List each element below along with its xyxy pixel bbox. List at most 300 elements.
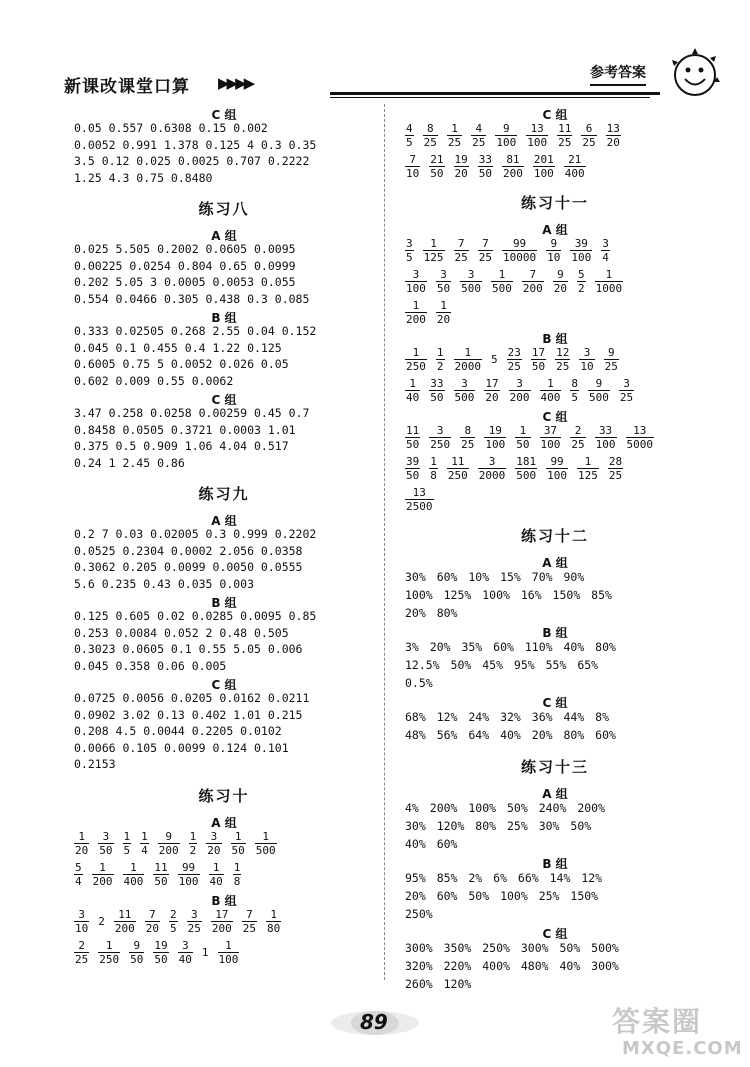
group-title: A 组 [211, 514, 237, 528]
answer-line: 0.0725 0.0056 0.0205 0.0162 0.0211 [74, 691, 310, 705]
numerator: 11 [118, 907, 132, 921]
watermark-url: MXQE.COM [622, 1038, 743, 1059]
numerator: 3 [78, 907, 85, 921]
denominator: 25 [423, 136, 437, 149]
answer-line: 0.554 0.0466 0.305 0.438 0.3 0.085 [74, 291, 310, 306]
answer-line: 3.47 0.258 0.0258 0.00259 0.45 0.7 [74, 406, 310, 420]
denominator: 500 [461, 282, 481, 295]
denominator: 25 [478, 251, 492, 264]
denominator: 40 [178, 952, 192, 966]
answer-line: 0.045 0.358 0.06 0.005 [74, 658, 227, 673]
fraction [460, 268, 482, 295]
fraction [405, 268, 427, 295]
fraction [577, 268, 586, 295]
fraction [619, 377, 634, 404]
numerator: 7 [246, 907, 253, 921]
fraction [405, 455, 420, 482]
answer-line: 1.25 4.3 0.75 0.8480 [74, 170, 213, 185]
fraction [595, 424, 617, 451]
answer-line: 0.2153 [74, 757, 116, 771]
fraction [478, 153, 493, 180]
numerator: 17 [215, 907, 229, 921]
numerator: 3 [467, 268, 475, 281]
group-title: B 组 [211, 893, 237, 908]
numerator: 1 [262, 829, 269, 843]
fraction [206, 830, 221, 857]
smiling-sun-icon [664, 42, 726, 104]
exercise-title: 练习十三 [520, 758, 589, 776]
numerator: 39 [574, 237, 588, 250]
numerator: 39 [406, 455, 420, 468]
numerator: 9 [550, 237, 558, 250]
denominator: 400 [540, 391, 561, 404]
denominator: 200 [114, 921, 135, 935]
fraction [74, 861, 83, 888]
fraction [429, 377, 444, 404]
answer-line: 20% 60% 50% 100% 25% 150% [405, 889, 599, 903]
denominator: 100 [540, 438, 561, 451]
numerator: 19 [454, 153, 468, 166]
fraction [447, 455, 469, 482]
denominator: 100 [485, 438, 506, 451]
numerator: 1 [123, 829, 131, 843]
numerator: 11 [451, 455, 465, 468]
numerator: 11 [406, 424, 420, 437]
numerator: 3 [583, 346, 591, 359]
fraction [145, 908, 160, 935]
numerator: 9 [607, 346, 615, 359]
answer-line: 0.0052 0.991 1.378 0.125 4 0.3 0.35 [74, 137, 317, 152]
answer-line: 0.045 0.1 0.455 0.4 1.22 0.125 [74, 340, 282, 355]
denominator: 100 [527, 136, 548, 149]
fraction-row [405, 455, 705, 482]
fraction [169, 908, 178, 935]
group-title: B 组 [211, 311, 237, 325]
denominator: 5 [571, 391, 578, 404]
numerator: 33 [430, 377, 444, 390]
fraction [429, 424, 451, 451]
fraction [140, 830, 149, 857]
answer-line: 0.2 7 0.03 0.02005 0.3 0.999 0.2202 [74, 527, 317, 541]
fraction [98, 939, 120, 966]
denominator: 400 [123, 874, 144, 888]
fraction [491, 268, 513, 295]
group-title: C 组 [211, 678, 237, 692]
denominator: 50 [231, 843, 245, 857]
numerator: 8 [426, 122, 434, 135]
fraction [74, 830, 89, 857]
exercise-title: 练习十二 [520, 527, 589, 545]
fraction [608, 455, 623, 482]
fraction [405, 346, 427, 373]
fraction [588, 377, 610, 404]
numerator: 81 [506, 153, 520, 166]
denominator: 25 [604, 360, 618, 373]
fraction [92, 861, 114, 888]
denominator: 10 [75, 921, 89, 935]
fraction [429, 153, 444, 180]
numerator: 13 [606, 122, 620, 135]
fraction [626, 424, 655, 451]
fraction [454, 377, 476, 404]
denominator: 100 [406, 282, 426, 295]
column-divider [384, 104, 385, 980]
header-rule [330, 92, 660, 95]
fraction [211, 908, 233, 935]
fraction [233, 861, 242, 888]
denominator: 250 [406, 360, 426, 373]
numerator: 33 [598, 424, 613, 437]
answer-line: 40% 60% [405, 837, 458, 851]
numerator: 1 [430, 455, 437, 468]
fraction-row [74, 861, 374, 888]
fraction [507, 346, 522, 373]
fraction [546, 455, 568, 482]
exercise-title: 练习九 [198, 485, 250, 503]
numerator: 1 [605, 268, 613, 281]
fraction [557, 122, 572, 149]
numerator: 7 [409, 153, 416, 166]
fraction [522, 268, 544, 295]
fraction [478, 455, 507, 482]
denominator: 20 [75, 843, 89, 857]
numerator: 1 [547, 377, 554, 390]
group-title: B 组 [542, 857, 568, 871]
fraction [209, 861, 224, 888]
fraction [98, 830, 113, 857]
denominator: 500 [589, 391, 609, 404]
denominator: 500 [492, 282, 512, 295]
denominator: 20 [454, 167, 468, 180]
denominator: 250 [99, 952, 120, 966]
fraction [460, 424, 475, 451]
fraction [526, 122, 548, 149]
numerator: 9 [165, 829, 172, 843]
fraction-row [74, 939, 374, 966]
fraction [577, 455, 599, 482]
fraction [570, 377, 579, 404]
page-number: 89 [360, 1010, 388, 1034]
fraction [436, 268, 451, 295]
denominator: 25 [187, 921, 201, 935]
fraction-row [405, 268, 705, 295]
fraction [495, 122, 517, 149]
header-rule-thin [330, 97, 650, 98]
numerator: 99 [550, 455, 564, 468]
numerator: 3 [102, 829, 110, 843]
fraction [553, 268, 568, 295]
numerator: 1 [412, 299, 420, 312]
group-title: B 组 [542, 626, 568, 640]
fraction [153, 939, 168, 966]
numerator: 3 [181, 938, 189, 952]
numerator: 1 [99, 860, 106, 874]
denominator: 2000 [454, 360, 481, 373]
denominator: 100 [547, 469, 567, 482]
denominator: 25 [461, 438, 475, 451]
numerator: 4 [406, 122, 413, 135]
fraction [218, 939, 240, 966]
denominator: 400 [564, 167, 585, 180]
denominator: 25 [608, 469, 623, 482]
numerator: 7 [149, 907, 156, 921]
denominator: 25 [242, 921, 256, 935]
page-header [0, 0, 750, 110]
denominator: 100 [533, 167, 554, 180]
fraction [540, 424, 562, 451]
numerator: 4 [475, 122, 483, 135]
denominator: 5000 [626, 438, 653, 451]
denominator: 10000 [503, 251, 537, 264]
fraction [405, 424, 420, 451]
numerator: 1 [212, 860, 220, 874]
denominator: 100 [595, 438, 616, 451]
denominator: 200 [503, 167, 523, 180]
denominator: 25 [619, 391, 634, 404]
arrow-decoration: ▶▶▶▶ [218, 74, 253, 92]
left-column [74, 104, 374, 970]
fraction-row [405, 299, 705, 326]
fraction-row [405, 424, 705, 451]
numerator: 5 [578, 268, 585, 281]
denominator: 125 [423, 251, 444, 264]
fraction-row [405, 486, 705, 513]
numerator: 3 [412, 268, 420, 281]
whole-number: 1 [201, 945, 209, 959]
numerator: 7 [529, 268, 537, 281]
numerator: 99 [181, 860, 196, 874]
numerator: 17 [485, 377, 499, 390]
denominator: 500 [454, 391, 475, 404]
answer-line: 0.5% [405, 676, 433, 690]
fraction [502, 153, 524, 180]
numerator: 23 [507, 346, 521, 359]
denominator: 1000 [595, 282, 623, 295]
numerator: 19 [154, 938, 168, 952]
fraction [540, 377, 562, 404]
numerator: 13 [412, 486, 426, 499]
fraction [114, 908, 136, 935]
fraction [242, 908, 257, 935]
group-title: B 组 [211, 596, 237, 610]
denominator: 8 [233, 874, 241, 888]
numerator: 1 [270, 907, 277, 921]
answer-line: 250% [405, 907, 433, 921]
denominator: 50 [478, 167, 492, 180]
denominator: 25 [558, 136, 572, 149]
fraction [158, 830, 180, 857]
fraction [570, 424, 585, 451]
numerator: 99 [512, 237, 527, 250]
numerator: 33 [478, 153, 492, 166]
fraction [564, 153, 586, 180]
numerator: 19 [488, 424, 502, 437]
group-title: C 组 [211, 108, 237, 122]
numerator: 9 [557, 268, 564, 281]
numerator: 21 [430, 153, 444, 166]
numerator: 3 [210, 829, 218, 843]
denominator: 2500 [406, 500, 433, 513]
fraction-row [74, 830, 374, 857]
fraction [178, 861, 200, 888]
denominator: 50 [130, 952, 144, 966]
denominator: 200 [522, 282, 543, 295]
exercise-title: 练习十 [198, 786, 250, 805]
denominator: 25 [582, 136, 596, 149]
numerator: 21 [568, 153, 582, 166]
fraction-row [405, 153, 705, 180]
numerator: 3 [488, 455, 496, 468]
fraction [423, 237, 445, 264]
numerator: 2 [78, 938, 85, 952]
numerator: 17 [531, 346, 546, 359]
numerator: 11 [558, 122, 572, 135]
answer-line: 0.3062 0.205 0.0099 0.0050 0.0555 [74, 560, 303, 574]
group-title: C 组 [542, 410, 568, 424]
numerator: 1 [78, 829, 85, 843]
denominator: 8 [430, 469, 437, 482]
fraction [555, 346, 570, 373]
fraction-row [405, 237, 705, 264]
fraction-row [405, 346, 705, 373]
fraction [606, 122, 621, 149]
answer-line: 68% 12% 24% 32% 36% 44% 8% [405, 710, 610, 724]
denominator: 2000 [478, 469, 506, 482]
numerator: 1 [233, 860, 241, 874]
answer-line: 95% 85% 2% 6% 66% 14% 12% [405, 871, 603, 885]
denominator: 2 [189, 843, 197, 857]
answer-line: 0.0066 0.105 0.0099 0.124 0.101 [74, 740, 289, 755]
denominator: 50 [406, 469, 420, 482]
numerator: 1 [451, 122, 458, 135]
numerator: 37 [543, 424, 558, 437]
numerator: 1 [430, 237, 437, 250]
numerator: 3 [406, 237, 413, 250]
denominator: 200 [406, 313, 426, 326]
numerator: 3 [190, 907, 198, 921]
fraction [178, 939, 193, 966]
answer-label: 参考答案 [590, 62, 646, 86]
denominator: 25 [447, 136, 462, 149]
denominator: 4 [602, 251, 609, 264]
answer-line: 0.202 5.05 3 0.0005 0.0053 0.055 [74, 275, 296, 289]
fraction-row [405, 122, 705, 149]
numerator: 9 [133, 938, 141, 952]
denominator: 200 [509, 391, 530, 404]
denominator: 250 [447, 469, 468, 482]
fraction [405, 486, 434, 513]
answer-line: 0.0902 3.02 0.13 0.402 1.01 0.215 [74, 707, 303, 722]
denominator: 20 [207, 843, 221, 857]
answer-line: 0.125 0.605 0.02 0.0285 0.0095 0.85 [74, 609, 317, 623]
fraction [454, 153, 469, 180]
answer-line: 100% 125% 100% 16% 150% 85% [405, 588, 612, 602]
denominator: 20 [145, 921, 159, 935]
fraction [187, 908, 202, 935]
fraction [429, 455, 438, 482]
numerator: 6 [585, 122, 593, 135]
numerator: 13 [530, 122, 544, 135]
fraction [123, 830, 132, 857]
numerator: 1 [234, 829, 242, 843]
numerator: 1 [440, 299, 447, 312]
numerator: 1 [130, 860, 137, 874]
denominator: 100 [178, 874, 199, 888]
denominator: 100 [496, 136, 517, 149]
group-title: A 组 [211, 815, 237, 830]
fraction [484, 424, 506, 451]
fraction [74, 908, 89, 935]
fraction [405, 299, 427, 326]
answer-line: 0.24 1 2.45 0.86 [74, 455, 185, 470]
fraction [231, 830, 246, 857]
fraction [570, 237, 592, 264]
numerator: 1 [498, 268, 506, 281]
answer-line: 320% 220% 400% 480% 40% 300% [405, 959, 619, 973]
answer-line: 300% 350% 250% 300% 50% 500% [405, 941, 619, 955]
fraction [531, 346, 546, 373]
numerator: 7 [457, 237, 465, 250]
right-column [405, 104, 705, 993]
group-title: A 组 [542, 556, 568, 570]
exercise-title: 练习八 [198, 200, 250, 218]
numerator: 2 [170, 907, 177, 921]
denominator: 2 [436, 360, 444, 373]
answer-line: 30% 60% 10% 15% 70% 90% [405, 570, 585, 584]
book-title: 新课改课堂口算 [64, 77, 190, 97]
numerator: 1 [189, 829, 197, 843]
denominator: 50 [436, 282, 451, 295]
fraction [581, 122, 596, 149]
fraction [436, 346, 445, 373]
fraction [423, 122, 438, 149]
denominator: 5 [123, 843, 131, 857]
fraction [595, 268, 624, 295]
fraction [509, 377, 531, 404]
denominator: 50 [531, 360, 546, 373]
answer-line: 3% 20% 35% 60% 110% 40% 80% [405, 640, 616, 654]
numerator: 1 [464, 346, 472, 359]
answer-line: 5.6 0.235 0.43 0.035 0.003 [74, 576, 255, 591]
group-title: A 组 [542, 787, 568, 801]
answer-line: 0.025 5.505 0.2002 0.0605 0.0095 [74, 242, 296, 256]
fraction [129, 939, 144, 966]
fraction-row [74, 908, 374, 935]
denominator: 20 [606, 136, 620, 149]
whole-number: 5 [491, 353, 498, 366]
fraction [255, 830, 277, 857]
denominator: 4 [141, 843, 148, 857]
fraction [405, 377, 420, 404]
numerator: 3 [516, 377, 523, 390]
denominator: 5 [406, 251, 413, 264]
fraction [533, 153, 555, 180]
denominator: 50 [154, 874, 168, 888]
answer-line: 0.6005 0.75 5 0.0052 0.026 0.05 [74, 357, 289, 371]
answer-line: 30% 120% 80% 25% 30% 50% [405, 819, 592, 833]
whole-number: 2 [98, 914, 105, 928]
numerator: 2 [574, 424, 582, 437]
answer-line: 0.208 4.5 0.0044 0.2205 0.0102 [74, 724, 282, 738]
denominator: 250 [430, 438, 451, 451]
denominator: 10 [580, 360, 594, 373]
denominator: 50 [154, 952, 168, 966]
group-title: C 组 [211, 393, 237, 407]
numerator: 8 [571, 377, 578, 390]
numerator: 9 [503, 122, 510, 135]
denominator: 40 [209, 874, 223, 888]
numerator: 1 [225, 938, 232, 952]
